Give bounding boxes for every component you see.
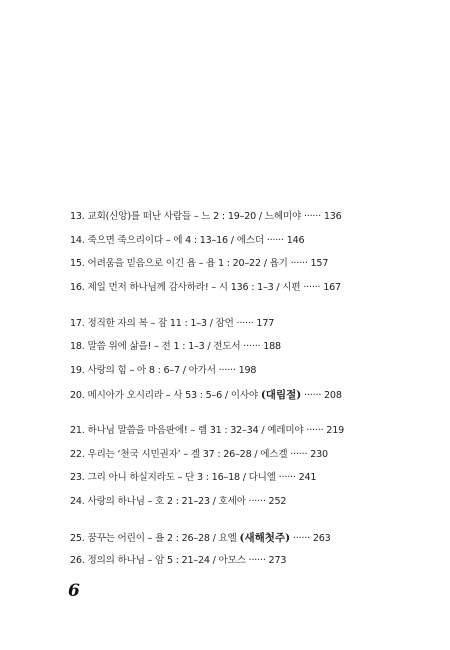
toc-entry-text: 14. 죽으면 죽으리이다 – 에 4 : 13–16 / 에스더 ······ 146 — [70, 235, 305, 246]
toc-entry — [70, 496, 286, 508]
toc-entry-text: 17. 정직한 자의 복 – 잠 11 : 1–3 / 잠언 ······ 177 — [70, 318, 275, 329]
toc-entry — [70, 425, 344, 437]
toc-entry-text: 23. 그리 아니 하실지라도 – 단 3 : 16–18 / 다니엘 ······ 241 — [70, 472, 317, 483]
toc-entry — [70, 211, 342, 223]
toc-entry-text: 13. 교회(신앙)를 떠난 사람들 – 느 2 : 19–20 / 느헤미야 ······ 136 — [70, 211, 342, 222]
toc-entry-page: ······ 208 — [301, 390, 342, 401]
toc-entry — [70, 449, 328, 461]
toc-entry — [70, 341, 281, 353]
toc-entry — [70, 365, 256, 377]
toc-entry-text: 22. 우리는 ‘천국 시민권자’ – 겔 37 : 26–28 / 에스겔 ······ 230 — [70, 449, 328, 460]
toc-entry-text: 16. 제일 먼저 하나님께 감사하라! – 시 136 : 1–3 / 시편 ······ 167 — [70, 282, 341, 293]
toc-entry-text: 19. 사랑의 힘 – 아 8 : 6–7 / 아가서 ······ 198 — [70, 365, 257, 376]
toc-entry-text: 18. 말씀 위에 삶을! – 전 1 : 1–3 / 전도서 ······ 188 — [70, 341, 281, 352]
toc-entry — [70, 555, 286, 567]
toc-entry-text: 21. 하나님 말씀을 마음판에! – 렘 31 : 32–34 / 예레미야 ······ 219 — [70, 425, 345, 436]
toc-entry-text: 20. 메시아가 오시리라 – 사 53 : 5–6 / 이사야 — [70, 390, 261, 401]
toc-entry — [70, 282, 341, 294]
toc-entry-note: (대림절) — [260, 389, 302, 401]
toc-entry — [70, 472, 316, 484]
toc-entry-text: 15. 어려움을 믿음으로 이긴 욥 – 욥 1 : 20–22 / 욥기 ······ 157 — [70, 258, 329, 269]
toc-entry — [70, 532, 331, 545]
toc-entry-text: 26. 정의의 하나님 – 암 5 : 21–24 / 아모스 ······ 273 — [70, 555, 287, 566]
toc-entry — [70, 318, 274, 330]
toc-entry — [70, 258, 328, 270]
toc-entry — [70, 389, 342, 402]
toc-entry — [70, 235, 304, 247]
toc-entry-text: 24. 사랑의 하나님 – 호 2 : 21–23 / 호세아 ······ 252 — [70, 496, 287, 507]
page-number: 6 — [68, 581, 80, 601]
toc-entry-text: 25. 꿈꾸는 어린이 – 욜 2 : 26–28 / 요엘 — [70, 533, 240, 544]
toc-entry-page: ······ 263 — [290, 533, 331, 544]
toc-entry-note: (새해첫주) — [239, 532, 291, 544]
